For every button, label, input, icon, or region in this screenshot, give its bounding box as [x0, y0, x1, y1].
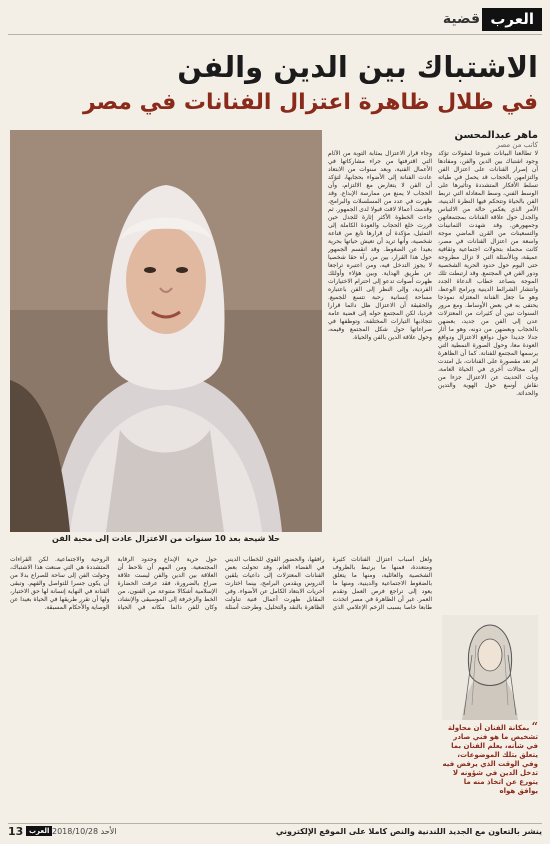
footer-date: الأحد 2018/10/28 [52, 827, 117, 836]
section-label: قضية [442, 11, 480, 27]
column-right-top [438, 150, 538, 605]
masthead [8, 6, 542, 35]
quote-mark-icon: “ [531, 720, 538, 733]
pullquote-illustration [442, 615, 538, 720]
author-name: ماهر عبدالمحسن [454, 130, 538, 141]
footer-logo: العرب [26, 826, 52, 836]
pullquote [442, 720, 538, 816]
column-text: ولعل أسباب اعتزال الفنانات كثيرة ومتعددة، فمنها ما يرتبط بالظروف الشخصية والعائلية، ومنها ما يتعلق بالضغوط الاجتماعية والدينية، ومنها ما يعود إلى تراجع فرص العمل وتقدم العمر. غير أن الظاهرة في مصر اتخذت طابعا خاصا بسبب الزخم الإعلامي الذي رافقها، والحضور القوي للخطاب الديني في الفضاء العام. وقد تحولت بعض الفنانات المعتزلات إلى داعيات يلقين الدروس ويقدمن البرامج، بينما اختارت أخريات الابتعاد الكامل عن الأضواء. وفي المقابل ظهرت أعمال فنية تناولت الظاهرة بالنقد والتحليل، وطرحت أسئلة حول حرية الإبداع وحدود الرقابة المجتمعية. ومن المهم أن نلاحظ أن العلاقة بين الدين والفن ليست علاقة صراع بالضرورة، فقد عرفت الحضارة الإسلامية أشكالا متنوعة من الفنون، من الخط والزخرفة إلى الموسيقى والإنشاد، وكان للفن دائما مكانه في الحياة الروحية والاجتماعية. لكن القراءات المتشددة هي التي صنعت هذا الاشتباك، وحولت الفن إلى ساحة للصراع بدلا من أن يكون جسرا للتواصل والفهم. وتبقى الفنانة في النهاية إنسانة لها حق الاختيار، ولها أن تقرر طريقها في الحياة بعيدا عن الوصاية والأحكام المسبقة. [10, 556, 432, 611]
article-subtitle: في ظلال ظاهرة اعتزال الفنانات في مصر [82, 90, 538, 115]
page-footer [8, 823, 542, 840]
column-text: وجاء قرار الاعتزال بمثابة التوبة من الآثام التي اقترفتها من جراء مشاركاتها في الأعمال الفنية، وبعد سنوات من الابتعاد عادت الفنانة إلى الأضواء بحجابها، لتؤكد أن الفن لا يتعارض مع الالتزام، وأن الحجاب لا يمنع من ممارسة الإبداع. وقد ظهرت في عدد من المسلسلات والبرامج، وقدمت أعمالا لاقت قبولا لدى الجمهور. ثم جاءت الخطوة الأكثر إثارة للجدل حين قررت خلع الحجاب والعودة الكاملة إلى التمثيل، مؤكدة أن قرارها نابع من قناعة شخصية، وأنها تريد أن تعيش حياتها بحرية بعيدا عن الضغوط. وقد انقسم الجمهور حول هذا القرار، بين من رآه حقا شخصيا لا يجوز التدخل فيه، ومن اعتبره تراجعا عن طريق الهداية. وبين هؤلاء وأولئك ظهرت أصوات تدعو إلى احترام الاختيارات الفردية، وإلى النظر إلى الفن باعتباره مساحة إنسانية رحبة تتسع للجميع. والحقيقة أن الاعتزال ظل دائما قرارا فرديا، لكن المجتمع حوله إلى قضية عامة تتجاذبها التيارات المختلفة، وتوظفها في صراعاتها حول شكل المجتمع وقيمه، وحول علاقة الدين بالفن والحياة. [328, 150, 432, 341]
column-text: لا تطالعنا البيانات شيوعا لمقولات تؤكد وجود اشتباك بين الدين والفن، ومفادها أن إصرار الفنانات على اعتزال الفن والتزامهن بالحجاب قد يحمل في طياته تسلط الأفكار المتشددة وتأثيرها على الوسط الفني، وسط المعادلة التي تربط الفن بالحياة وتتحكم فيها النظرة الدينية، الأمر الذي يعكس حالة من الالتباس والجدل حول علاقة الفنانات بمجتمعاتهن وجمهورهن. وقد شهدت الثمانينات والتسعينات من القرن الماضي موجة واسعة من اعتزال الفنانات في مصر، كانت محملة بتحولات اجتماعية وثقافية عميقة، وبالأسئلة التي لا تزال مطروحة حتى اليوم حول حدود الحرية الشخصية ودور الفن في المجتمع. وقد ارتبطت تلك الموجة بتصاعد خطاب الدعاة الجدد وانتشار الشرائط الدينية وبرامج الوعظ، وهو ما جعل الفنانة المعتزلة نموذجا يحتفى به في بعض الأوساط. ومع مرور السنوات تبين أن كثيرات من المعتزلات عدن إلى الفن من جديد، بعضهن بالحجاب وبعضهن من دونه، وهو ما أثار جدلا جديدا حول دوافع الاعتزال ودوافع العودة معا، وحول الصورة النمطية التي يرسمها المجتمع للفنانة. كما أن الظاهرة لم تعد مقصورة على الفنانات، بل امتدت إلى مجالات أخرى في الحياة العامة، وبات الحديث عن الاعتزال جزءا من نقاش أوسع حول الهوية والتدين والحداثة. [438, 150, 538, 397]
footer-publisher: ينشر بالتعاون مع الجديد اللندنية والنص كاملا على الموقع الإلكتروني [275, 827, 542, 836]
byline [338, 130, 538, 149]
woman-sketch-icon [442, 615, 538, 720]
pullquote-text: بمكانة الفنان أن محاولة تشخيص ما هو فني صادر في شأنه، يعلم الفنان بما يتعلق بتلك الموضوعات، وفي الوقت الذي يرفض فيه تدخل الدين في شؤونه لا يتورع عن اتخاذ منه ما يوافق هواه [442, 724, 538, 795]
woman-hijab-illustration [10, 130, 322, 532]
page-number: 13 [8, 825, 24, 838]
author-role: كاتب من مصر [496, 141, 538, 149]
article-photo [10, 130, 322, 532]
photo-caption: حلا شيحة بعد 10 سنوات من الاعتزال عادت إلى محبة الفن [10, 532, 322, 546]
newspaper-logo: العرب [482, 8, 542, 31]
column-middle-top [328, 150, 432, 546]
article-title: الاشتباك بين الدين والفن [177, 50, 538, 84]
column-wide-bottom [10, 556, 432, 818]
